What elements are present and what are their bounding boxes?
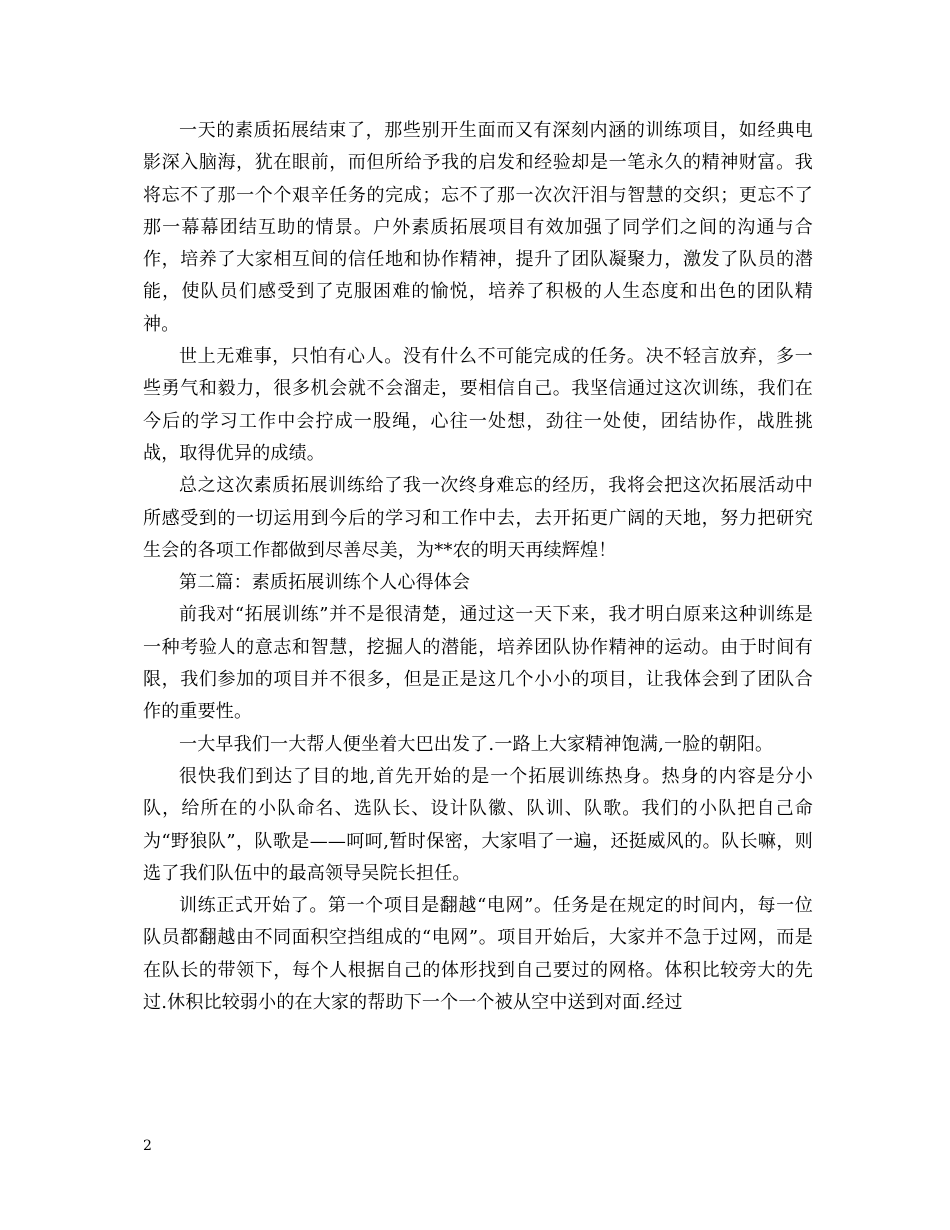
paragraph-6: 很快我们到达了目的地,首先开始的是一个拓展训练热身。热身的内容是分小队，给所在的小队命名、选队长、设计队徽、队训、队歌。我们的小队把自己命为“野狼队”，队歌是——呵呵,暂时保密，大家唱了一遍，还挺威风的。队长嘛，则选了我们队伍中的最高领导吴院长担任。 [143,765,813,884]
section-heading: 第二篇：素质拓展训练个人心得体会 [179,572,471,594]
document-body [143,115,813,1019]
paragraph-4: 前我对“拓展训练”并不是很清楚，通过这一天下来，我才明白原来这种训练是一种考验人的意志和智慧，挖掘人的潜能，培养团队协作精神的运动。由于时间有限，我们参加的项目并不很多，但是正是这几个小小的项目，让我体会到了团队合作的重要性。 [143,604,813,723]
paragraph-2: 世上无难事，只怕有心人。没有什么不可能完成的任务。决不轻言放弃，多一些勇气和毅力，很多机会就不会溜走，要相信自己。我坚信通过这次训练，我们在今后的学习工作中会拧成一股绳，心往一处想，劲往一处使，团结协作，战胜挑战，取得优异的成绩。 [143,346,813,464]
paragraph-3: 总之这次素质拓展训练给了我一次终身难忘的经历，我将会把这次拓展活动中所感受到的一切运用到今后的学习和工作中去，去开拓更广阔的天地，努力把研究生会的各项工作都做到尽善尽美，为**农的明天再续辉煌！ [143,475,813,561]
paragraph-5: 一大早我们一大帮人便坐着大巴出发了.一路上大家精神饱满,一脸的朝阳。 [179,733,774,755]
paragraph-1: 一天的素质拓展结束了，那些别开生面而又有深刻内涵的训练项目，如经典电影深入脑海，犹在眼前，而但所给予我的启发和经验却是一笔永久的精神财富。我将忘不了那一个个艰辛任务的完成；忘不了那一次次汗泪与智慧的交织；更忘不了那一幕幕团结互助的情景。户外素质拓展项目有效加强了同学们之间的沟通与合作，培养了大家相互间的信任地和协作精神，提升了团队凝聚力，激发了队员的潜能，使队员们感受到了克服困难的愉悦，培养了积极的人生态度和出色的团队精神。 [143,120,813,335]
paragraph-7: 训练正式开始了。第一个项目是翻越“电网”。任务是在规定的时间内，每一位队员都翻越由不同面积空挡组成的“电网”。项目开始后，大家并不急于过网，而是在队长的带领下，每个人根据自己的体形找到自己要过的网格。体积比较旁大的先过.休积比较弱小的在大家的帮助下一个一个被从空中送到对面.经过 [143,895,813,1014]
page-number: 2 [143,1138,152,1154]
